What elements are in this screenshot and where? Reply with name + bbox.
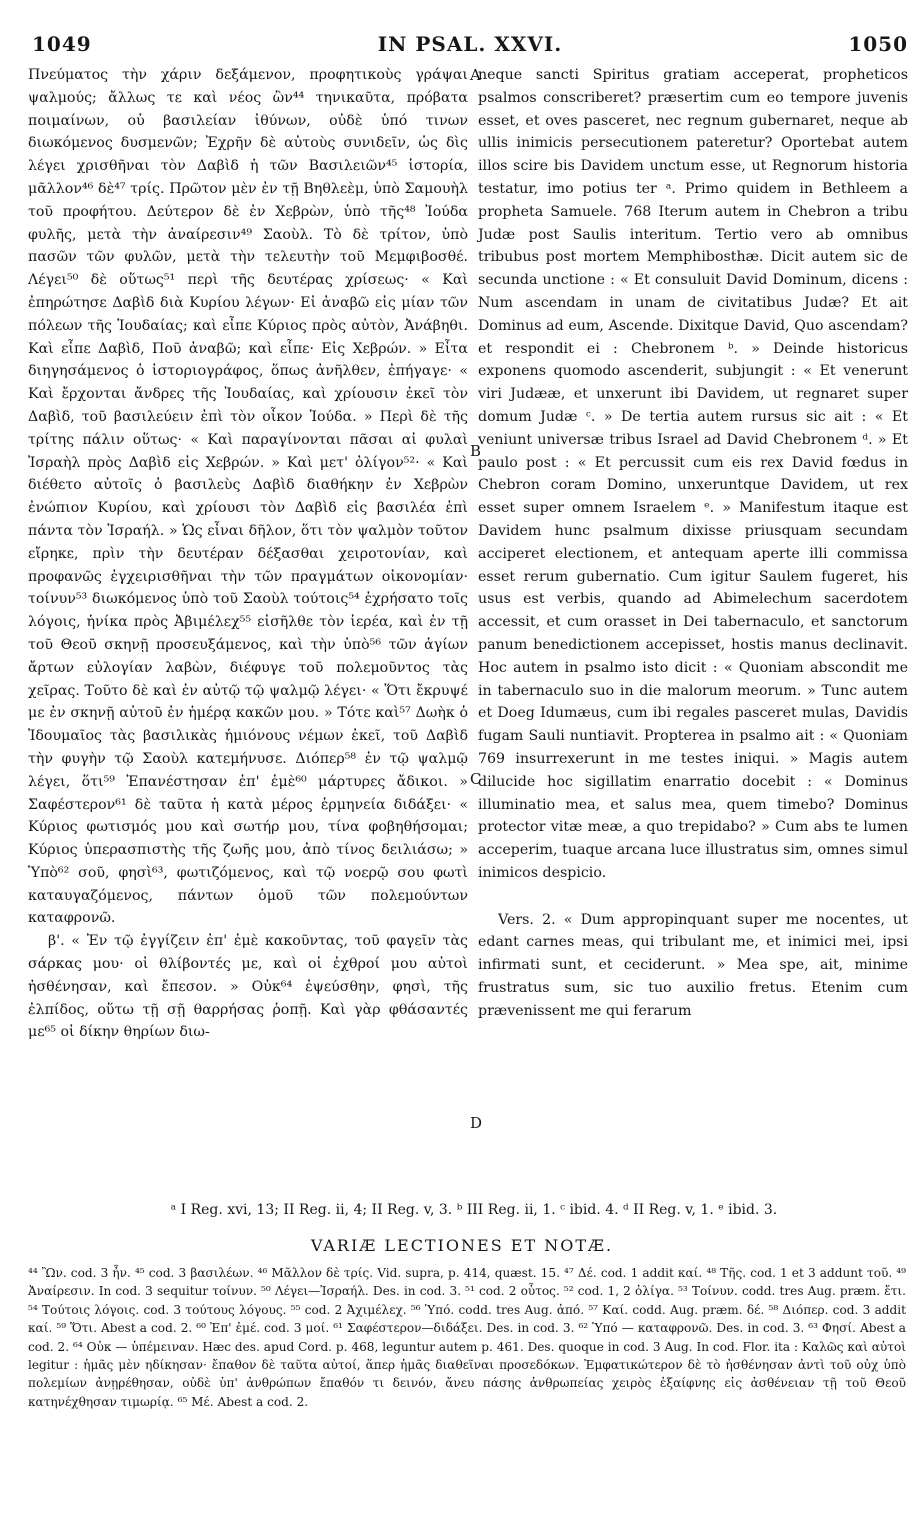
notes-heading: VARIÆ LECTIONES ET NOTÆ. — [310, 1236, 614, 1255]
running-header — [32, 32, 908, 62]
greek-column — [28, 64, 468, 1044]
scripture-references: ᵃ I Reg. xvi, 13; II Reg. ii, 4; II Reg. v, 3. ᵇ III Reg. ii, 1. ᶜ ibid. 4. ᵈ II Reg. v, 1. ᵉ ibid. 3. — [170, 1202, 778, 1218]
page-number-left: 1049 — [32, 32, 92, 56]
margin-marker-d: D — [470, 1114, 483, 1132]
latin-paragraph: neque sancti Spiritus gratiam acceperat, propheticos psalmos conscriberet? præsertim cum eo tempore juvenis esset, et oves pasceret, nec regnum gubernaret, neque ab ullis inimicis persecutionem pateretur? Oportebat autem illos scire bis Davidem unctum esse, ut Regnorum historia testatur, imo potius ter ᵃ. Primo quidem in Bethleem a propheta Samuele. 768 Iterum autem in Chebron a tribu Judæ post Saulis interitum. Tertio vero ab omnibus tribubus post mortem Memphibosthæ. Dicit autem sic de secunda unctione : « Et consuluit David Dominum, dicens : Num ascendam in unam de civitatibus Judæ? Et ait Dominus ad eum, Ascende. Dixitque David, Quo ascendam? et respondit ei : Chebronem ᵇ. » Deinde historicus exponens quomodo ascenderit, subjungit : « Et venerunt viri Judææ, et unxerunt ibi Davidem, ut regnaret super domum Judæ ᶜ. » De tertia autem rursus sic ait : « Et veniunt universæ tribus Israel ad David Chebronem ᵈ. » Et paulo post : « Et percussit cum eis rex David fœdus in Chebron coram Domino, unxeruntque Davidem, ut rex esset super omnem Israelem ᵉ. » Manifestum itaque est Davidem hunc psalmum dixisse priusquam secundam acciperet electionem, et antequam aperte illi commissa esset rerum gubernatio. Cum igitur Saulem fugeret, his usus est verbis, quando ad Abimelechum sacerdotem accessit, et cum orasset in Dei tabernaculo, et sanctorum panum benedictionem accepisset, hostis manus declinavit. Hoc autem in psalmo isto dicit : « Quoniam abscondit me in tabernaculo suo in die malorum meorum. » Tunc autem et Doeg Idumæus, cum ibi regales pasceret mulas, Davidis fugam Sauli nuntiavit. Propterea in psalmo ait : « Quoniam 769 insurrexerunt in me testes iniqui. » Magis autem dilucide hoc sigillatim enarratio docebit : « Dominus illuminatio mea, et salus mea, quem timebo? Dominus protector vitæ meæ, a quo trepidabo? » Cum abs te lumen acceperim, tuaque arcana luce illustratus sim, omnes simul inimicos despicio. — [478, 67, 908, 881]
margin-marker-a: A — [470, 66, 481, 84]
latin-paragraph-vers-2: Vers. 2. « Dum appropinquant super me nocentes, ut edant carnes meas, qui tribulant me, et inimici mei, ipsi infirmati sunt, et ceciderunt. » Mea spe, ait, minime frustratus sum, sic tuo auxilio fretus. Etenim cum prævenissent me qui ferarum — [478, 911, 908, 1019]
greek-paragraph: Πνεύματος τὴν χάριν δεξάμενον, προφητικοὺς γράψαι ψαλμούς; ἄλλως τε καὶ νέος ὢν⁴⁴ τηνικαῦτα, πρόβατα ποιμαίνων, οὐ βασιλείαν ἰθύνων, οὐδὲ ὑπό τινων διωκόμενος δυσμενῶν; Ἐχρῆν δὲ αὐτοὺς συνιδεῖν, ὡς δὶς λέγει χρισθῆναι τὸν Δαβὶδ ἡ τῶν Βασιλειῶν⁴⁵ ἱστορία, μᾶλλον⁴⁶ δὲ⁴⁷ τρίς. Πρῶτον μὲν ἐν τῇ Βηθλεὲμ, ὑπὸ Σαμουὴλ τοῦ προφήτου. Δεύτερον δὲ ἐν Χεβρὼν, ὑπὸ τῆς⁴⁸ Ἰούδα φυλῆς, μετὰ τὴν ἀναίρεσιν⁴⁹ Σαοὺλ. Τὸ δὲ τρίτον, ὑπὸ πασῶν τῶν φυλῶν, μετὰ τὴν τελευτὴν τοῦ Μεμφιβοσθέ. Λέγει⁵⁰ δὲ οὕτως⁵¹ περὶ τῆς δευτέρας χρίσεως· « Καὶ ἐπηρώτησε Δαβὶδ διὰ Κυρίου λέγων· Εἰ ἀναβῶ εἰς μίαν τῶν πόλεων τῆς Ἰουδαίας; καὶ εἶπε Κύριος πρὸς αὐτὸν, Ἀνάβηθι. Καὶ εἶπε Δαβὶδ, Ποῦ ἀναβῶ; καὶ εἶπε· Εἰς Χεβρών. » Εἶτα διηγησάμενος ὁ ἱστοριογράφος, ὅπως ἀνῆλθεν, ἐπήγαγε· « Καὶ ἔρχονται ἄνδρες τῆς Ἰουδαίας, καὶ χρίουσιν ἐκεῖ τὸν Δαβὶδ, τοῦ βασιλεύειν ἐπὶ τὸν οἶκον Ἰούδα. » Περὶ δὲ τῆς τρίτης πάλιν οὕτως· « Καὶ παραγίνονται πᾶσαι αἱ φυλαὶ Ἰσραὴλ πρὸς Δαβὶδ εἰς Χεβρών. » Καὶ μετ' ὀλίγον⁵²· « Καὶ διέθετο αὐτοῖς ὁ βασιλεὺς Δαβὶδ διαθήκην ἐν Χεβρὼν ἐνώπιον Κυρίου, καὶ χρίουσι τὸν Δαβὶδ εἰς βασιλέα ἐπὶ πάντα τὸν Ἰσραήλ. » Ὡς εἶναι δῆλον, ὅτι τὸν ψαλμὸν τοῦτον εἴρηκε, πρὶν τὴν δευτέραν δέξασθαι χειροτονίαν, καὶ προφανῶς ἐγχειρισθῆναι τὴν τῶν πραγμάτων οἰκονομίαν· τοίνυν⁵³ διωκόμενος ὑπὸ τοῦ Σαοὺλ τούτοις⁵⁴ ἐχρήσατο τοῖς λόγοις, ἡνίκα πρὸς Ἀβιμέλεχ⁵⁵ εἰσῆλθε τὸν ἱερέα, καὶ ἐν τῇ τοῦ Θεοῦ σκηνῇ προσευξάμενος, καὶ τὴν ὑπὸ⁵⁶ τῶν ἁγίων ἄρτων εὐλογίαν λαβὼν, διέφυγε τοῦ πολεμοῦντος τὰς χεῖρας. Τοῦτο δὲ καὶ ἐν αὐτῷ τῷ ψαλμῷ λέγει· « Ὅτι ἔκρυψέ με ἐν σκηνῇ αὐτοῦ ἐν ἡμέρᾳ κακῶν μου. » Τότε καὶ⁵⁷ Δωὴκ ὁ Ἰδουμαῖος τὰς βασιλικὰς ἡμιόνους νέμων ἐκεῖ, τοῦ Δαβὶδ τὴν φυγὴν τῷ Σαοὺλ κατεμήνυσε. Διόπερ⁵⁸ ἐν τῷ ψαλμῷ λέγει, ὅτι⁵⁹ Ἐπανέστησαν ἐπ' ἐμὲ⁶⁰ μάρτυρες ἄδικοι. » Σαφέστερον⁶¹ δὲ ταῦτα ἡ κατὰ μέρος ἑρμηνεία διδάξει· « Κύριος φωτισμός μου καὶ σωτήρ μου, τίνα φοβηθήσομαι; Κύριος ὑπερασπιστὴς τῆς ζωῆς μου, ἀπὸ τίνος δειλιάσω; » Ὑπὸ⁶² σοῦ, φησὶ⁶³, φωτιζόμενος, καὶ τῷ νοερῷ σου φωτὶ καταυγαζόμενος, πάντων ὁμοῦ τῶν πολεμούντων καταφρονῶ. — [28, 67, 468, 927]
margin-marker-c: C — [470, 770, 482, 788]
margin-marker-b: B — [470, 442, 482, 460]
variant-readings: ⁴⁴ Ὢν. cod. 3 ἦν. ⁴⁵ cod. 3 βασιλέων. ⁴⁶ Μᾶλλον δὲ τρίς. Vid. supra, p. 414, quæst. 15. ⁴⁷ Δέ. cod. 1 addit καί. ⁴⁸ Τῆς. cod. 1 et 3 addunt τοῦ. ⁴⁹ Ἀναίρεσιν. In cod. 3 sequitur τοίνυν. ⁵⁰ Λέγει—Ἰσραήλ. Des. in cod. 3. ⁵¹ cod. 2 οὗτος. ⁵² cod. 1, 2 ὀλίγα. ⁵³ Τοίνυν. codd. tres Aug. præm. ἔτι. ⁵⁴ Τούτοις λόγοις. cod. 3 τούτους λόγους. ⁵⁵ cod. 2 Ἀχιμέλεχ. ⁵⁶ Ὑπό. codd. tres Aug. ἀπό. ⁵⁷ Καί. codd. Aug. præm. δέ. ⁵⁸ Διόπερ. cod. 3 addit καί. ⁵⁹ Ὅτι. Abest a cod. 2. ⁶⁰ Ἐπ' ἐμέ. cod. 3 μοί. ⁶¹ Σαφέστερον—διδάξει. Des. in cod. 3. ⁶² Ὑπό — καταφρονῶ. Des. in cod. 3. ⁶³ Φησί. Abest a cod. 2. ⁶⁴ Οὐκ — ὑπέμειναν. Hæc des. apud Cord. p. 468, leguntur autem p. 461. Des. quoque in cod. 3 Aug. In cod. Flor. ita : Καλῶς καὶ αὐτοὶ legitur : ἡμᾶς μὲν ηδίκησαν· ἔπαθον δὲ ταῦτα αὐτοί, ἅπερ ἡμᾶς διαθεῖναι προσεδόκων. Ἐμφατικώτερον δὲ τὸ ἠσθένησαν ἀντὶ τοῦ οὐχ ὑπὸ πολεμίων ἀνῃρέθησαν, οὐδὲ ὑπ' ἀνθρώπων ἔπαθόν τι δεινόν, ἄνευ πάσης ἀνθρωπείας χειρὸς ἐξαίφνης εἰς ἀσθένειαν τῇ τοῦ Θεοῦ κατηνέχθησαν τιμωρίᾳ. ⁶⁵ Μέ. Abest a cod. 2. — [28, 1266, 906, 1409]
page-number-right: 1050 — [848, 32, 908, 56]
running-title: IN PSAL. XXVI. — [377, 32, 563, 56]
latin-column — [478, 64, 908, 1023]
greek-paragraph: β'. « Ἐν τῷ ἐγγίζειν ἐπ' ἐμὲ κακοῦντας, τοῦ φαγεῖν τὰς σάρκας μου· οἱ θλίβοντές με, καὶ οἱ ἐχθροί μου αὐτοὶ ἠσθένησαν, καὶ ἔπεσον. » Οὐκ⁶⁴ ἐψεύσθην, φησὶ, τῆς ἐλπίδος, οὕτω τῇ σῇ θαρρήσας ῥοπῇ. Καὶ γὰρ φθάσαντές με⁶⁵ οἱ δίκην θηρίων διω- — [28, 933, 468, 1041]
